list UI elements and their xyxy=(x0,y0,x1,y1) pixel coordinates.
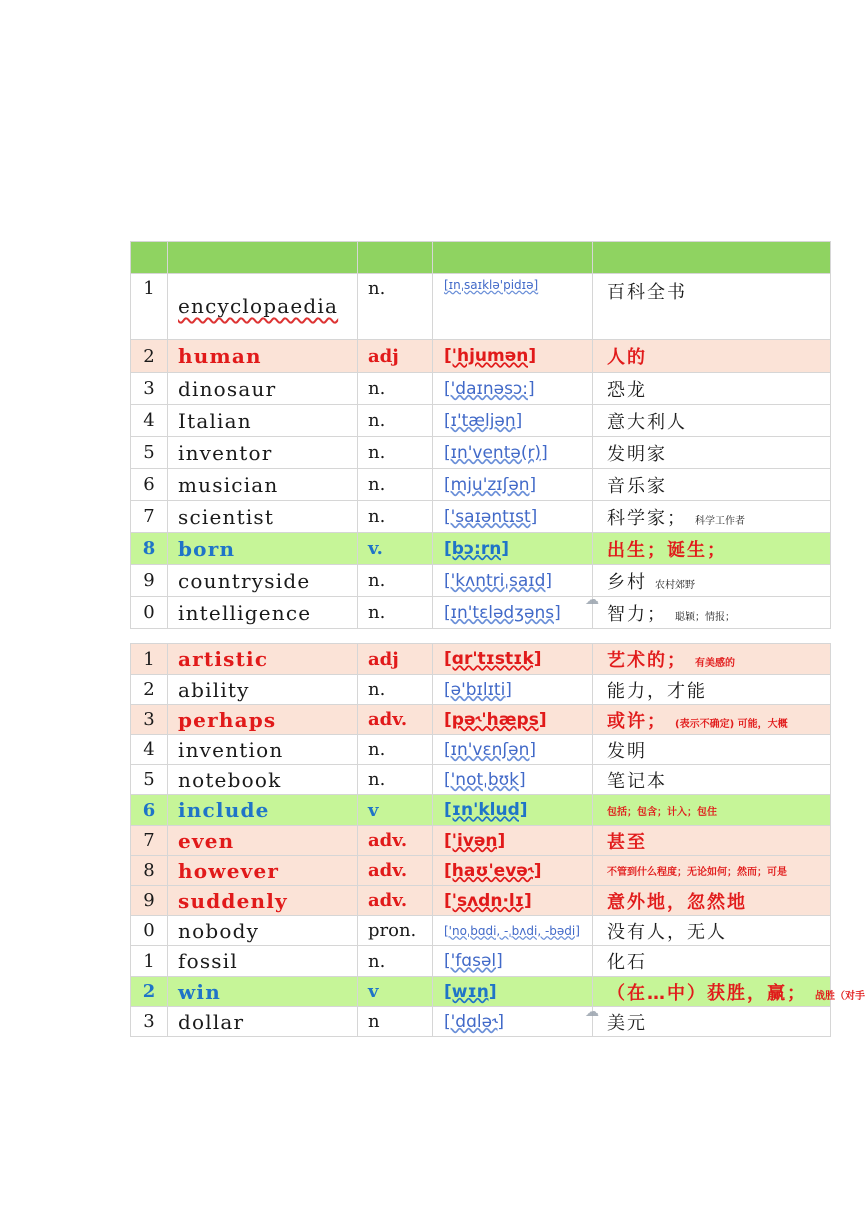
cell-phonetic xyxy=(433,644,593,675)
cell-chinese-meaning xyxy=(593,886,831,916)
cell-chinese-meaning-text: 出生；诞生； xyxy=(607,539,727,561)
header-pos xyxy=(358,242,433,274)
cell-word xyxy=(168,437,358,469)
cell-phonetic-text: ['ivən] xyxy=(444,830,506,851)
cell-number-text: 8 xyxy=(143,860,155,881)
cell-phonetic xyxy=(433,469,593,501)
cell-part-of-speech xyxy=(358,501,433,533)
cell-chinese-meaning xyxy=(593,340,831,373)
cell-part-of-speech xyxy=(358,469,433,501)
table-row xyxy=(131,533,831,565)
header-num xyxy=(131,242,168,274)
cell-chinese-meaning xyxy=(593,501,831,533)
cell-number xyxy=(131,735,168,765)
cell-chinese-extra: 战胜（对手 xyxy=(815,990,865,1002)
cell-number xyxy=(131,795,168,826)
table-row xyxy=(131,765,831,795)
cell-phonetic xyxy=(433,501,593,533)
cell-number-text: 1 xyxy=(143,278,155,299)
cell-phonetic-text: ['noˌbɑdi, -ˌbʌdi, -bədi] xyxy=(444,923,580,938)
cell-phonetic xyxy=(433,886,593,916)
cell-word xyxy=(168,916,358,946)
cell-part-of-speech xyxy=(358,644,433,675)
cell-chinese-meaning xyxy=(593,856,831,886)
cell-number xyxy=(131,946,168,977)
cell-chinese-meaning-text: 美元 xyxy=(607,1012,647,1034)
cell-chinese-meaning xyxy=(593,565,831,597)
cell-word xyxy=(168,340,358,373)
cell-part-of-speech-text: n. xyxy=(368,506,386,527)
cell-number-text: 5 xyxy=(143,442,155,463)
cell-part-of-speech-text: n. xyxy=(368,442,386,463)
cell-word-text: countryside xyxy=(178,568,311,593)
cell-chinese-meaning xyxy=(593,705,831,735)
section-heading xyxy=(131,178,143,200)
cell-word xyxy=(168,765,358,795)
cell-number-text: 3 xyxy=(143,709,155,730)
cell-word-text: dollar xyxy=(178,1009,245,1034)
cell-chinese-meaning-text: 包括；包含；计入；包住 xyxy=(607,806,717,818)
cell-phonetic-text: [ɪn'vɛnʃən] xyxy=(444,739,536,760)
cell-chinese-meaning-text: 化石 xyxy=(607,952,647,973)
cell-chinese-meaning-text: 百科全书 xyxy=(607,282,687,303)
cell-phonetic xyxy=(433,373,593,405)
cell-chinese-extra: 聪颖；情报； xyxy=(675,611,735,623)
cell-word xyxy=(168,977,358,1007)
cell-part-of-speech-text: n. xyxy=(368,378,386,399)
header-cn xyxy=(593,242,831,274)
cell-part-of-speech-text: adv. xyxy=(368,830,408,851)
cell-chinese-meaning-text: 乡村 xyxy=(607,571,647,593)
cell-phonetic-text: [ə'bɪlɪti] xyxy=(444,679,512,700)
cell-chinese-meaning-text: 智力； xyxy=(607,603,667,625)
cell-part-of-speech xyxy=(358,765,433,795)
table-row xyxy=(131,856,831,886)
table-row xyxy=(131,340,831,373)
cell-chinese-meaning xyxy=(593,373,831,405)
cell-number xyxy=(131,340,168,373)
cell-phonetic xyxy=(433,826,593,856)
cell-word xyxy=(168,795,358,826)
cell-phonetic xyxy=(433,916,593,946)
cell-part-of-speech xyxy=(358,856,433,886)
header-word xyxy=(168,242,358,274)
cell-phonetic-text: ['daɪnəsɔ:] xyxy=(444,378,535,399)
cell-phonetic xyxy=(433,274,593,340)
cell-chinese-meaning xyxy=(593,405,831,437)
cell-number xyxy=(131,886,168,916)
cell-part-of-speech xyxy=(358,705,433,735)
table-row xyxy=(131,705,831,735)
cell-part-of-speech xyxy=(358,405,433,437)
cell-word-text: suddenly xyxy=(178,888,288,913)
cell-chinese-meaning-text: 或许； xyxy=(607,710,667,732)
cell-word xyxy=(168,274,358,340)
cell-chinese-meaning-text: 科学家； xyxy=(607,507,687,529)
cell-word-text: ability xyxy=(178,677,250,702)
cell-word-text: artistic xyxy=(178,647,269,671)
cell-word-text: invention xyxy=(178,737,284,762)
table-row xyxy=(131,274,831,340)
cell-number xyxy=(131,597,168,629)
cell-word-text: perhaps xyxy=(178,707,277,732)
cell-phonetic-text: [pə˞'hæps] xyxy=(444,709,547,730)
cell-chinese-meaning-text: 艺术的； xyxy=(607,650,687,671)
cell-chinese-meaning xyxy=(593,644,831,675)
cell-part-of-speech xyxy=(358,886,433,916)
cell-word-text: include xyxy=(178,798,270,822)
cell-phonetic-text: ['kʌntriˌsaɪd] xyxy=(444,570,553,591)
cell-phonetic-text: [bɔ:rn] xyxy=(444,538,510,559)
cell-part-of-speech-text: n. xyxy=(368,278,386,299)
cell-number-text: 0 xyxy=(143,920,155,941)
cell-number-text: 2 xyxy=(143,679,155,700)
cell-phonetic xyxy=(433,675,593,705)
cell-part-of-speech xyxy=(358,946,433,977)
cell-part-of-speech-text: n xyxy=(368,1011,380,1032)
cell-word-text: scientist xyxy=(178,504,275,529)
table-row xyxy=(131,826,831,856)
table-row xyxy=(131,405,831,437)
cell-part-of-speech-text: adj xyxy=(368,345,399,367)
cell-phonetic xyxy=(433,1007,593,1037)
cell-number xyxy=(131,644,168,675)
cell-number-text: 4 xyxy=(143,410,155,431)
cell-number-text: 7 xyxy=(143,830,155,851)
cell-phonetic-text: [ɑr'tɪstɪk] xyxy=(444,649,542,669)
cell-number-text: 0 xyxy=(143,602,155,623)
cell-word xyxy=(168,501,358,533)
cell-part-of-speech xyxy=(358,675,433,705)
cell-number xyxy=(131,565,168,597)
cell-number xyxy=(131,856,168,886)
cell-part-of-speech-text: n. xyxy=(368,602,386,623)
cell-word xyxy=(168,735,358,765)
cell-phonetic-text: ['dɑlə˞] xyxy=(444,1011,505,1032)
cell-phonetic-text: [wɪn] xyxy=(444,981,497,1002)
vocab-table-1 xyxy=(130,241,831,629)
cell-phonetic-text: ['saɪəntɪst] xyxy=(444,506,538,527)
cell-word-text: Italian xyxy=(178,408,252,433)
cell-phonetic-text: [ɪn'klud] xyxy=(444,800,528,820)
cell-part-of-speech-text: n. xyxy=(368,679,386,700)
cell-chinese-meaning-text: 恐龙 xyxy=(607,379,647,401)
cell-phonetic xyxy=(433,405,593,437)
cell-part-of-speech xyxy=(358,565,433,597)
table-header-row xyxy=(131,242,831,274)
cell-word-text: however xyxy=(178,858,280,883)
cell-phonetic-text: [ɪ'tæljən] xyxy=(444,410,523,431)
cell-phonetic-text: [ɪn'tɛlədʒəns] xyxy=(444,602,561,623)
cell-word-text: notebook xyxy=(178,767,282,792)
cell-part-of-speech-text: n. xyxy=(368,410,386,431)
cell-chinese-meaning xyxy=(593,1007,831,1037)
cell-chinese-meaning-text: 人的 xyxy=(607,347,647,368)
cell-phonetic-text: [mju'zɪʃən] xyxy=(444,474,537,495)
cell-chinese-meaning xyxy=(593,597,831,629)
cell-number xyxy=(131,469,168,501)
cell-chinese-meaning xyxy=(593,795,831,826)
cell-phonetic xyxy=(433,735,593,765)
cell-phonetic xyxy=(433,437,593,469)
cell-chinese-meaning xyxy=(593,675,831,705)
cell-chinese-meaning xyxy=(593,735,831,765)
cell-word-text: inventor xyxy=(178,440,273,465)
cell-part-of-speech xyxy=(358,795,433,826)
watermark xyxy=(585,589,603,608)
table-row xyxy=(131,946,831,977)
cell-part-of-speech-text: v xyxy=(368,799,379,821)
table-row xyxy=(131,644,831,675)
cell-chinese-meaning-text: 不管到什么程度；无论如何；然而；可是 xyxy=(607,867,787,878)
cell-phonetic-text: [haʊ'evə˞] xyxy=(444,860,542,881)
table-body-2 xyxy=(131,644,865,1037)
cell-part-of-speech-text: v. xyxy=(368,538,383,559)
cell-word xyxy=(168,469,358,501)
cell-phonetic-text: ['notˌbʊk] xyxy=(444,769,526,790)
table-row xyxy=(131,977,831,1007)
cell-word xyxy=(168,373,358,405)
cell-part-of-speech-text: adv. xyxy=(368,709,408,730)
cell-chinese-extra: 农村郊野 xyxy=(655,579,695,591)
cell-word xyxy=(168,1007,358,1037)
cell-word xyxy=(168,565,358,597)
cell-word-text: even xyxy=(178,828,235,853)
cell-phonetic-text: ['fɑsəl] xyxy=(444,951,503,971)
cell-chinese-extra: 有美感的 xyxy=(695,658,735,669)
cell-word xyxy=(168,405,358,437)
cell-number-text: 4 xyxy=(143,739,155,760)
table-row xyxy=(131,597,831,629)
cell-number xyxy=(131,675,168,705)
table-row xyxy=(131,916,831,946)
cell-chinese-meaning-text: 意大利人 xyxy=(607,411,687,433)
cell-word xyxy=(168,826,358,856)
cell-number-text: 3 xyxy=(143,378,155,399)
cell-number xyxy=(131,765,168,795)
cell-chinese-meaning-text: 能力，才能 xyxy=(607,680,707,702)
cell-part-of-speech xyxy=(358,437,433,469)
cell-chinese-meaning-text: 没有人，无人 xyxy=(607,921,727,943)
cell-part-of-speech-text: pron. xyxy=(368,920,417,941)
cell-word xyxy=(168,946,358,977)
cell-part-of-speech xyxy=(358,340,433,373)
cell-number xyxy=(131,373,168,405)
cell-word xyxy=(168,856,358,886)
cell-number-text: 9 xyxy=(143,570,155,591)
cell-phonetic xyxy=(433,533,593,565)
vocab-table-2 xyxy=(130,643,865,1037)
cell-chinese-meaning-text: 发明家 xyxy=(607,443,667,465)
cell-part-of-speech-text: adv. xyxy=(368,890,408,911)
cell-chinese-meaning xyxy=(593,826,831,856)
cell-chinese-meaning-text: 意外地，忽然地 xyxy=(607,891,747,913)
cell-chinese-meaning xyxy=(593,946,831,977)
cell-phonetic xyxy=(433,765,593,795)
cell-phonetic xyxy=(433,856,593,886)
cell-chinese-extra: 科学工作者 xyxy=(695,515,745,527)
cell-phonetic xyxy=(433,946,593,977)
cell-chinese-meaning xyxy=(593,916,831,946)
cell-part-of-speech-text: n. xyxy=(368,739,386,760)
cell-number xyxy=(131,705,168,735)
cell-number xyxy=(131,977,168,1007)
cell-number xyxy=(131,437,168,469)
table-row xyxy=(131,565,831,597)
cell-number-text: 5 xyxy=(143,769,155,790)
cell-word-text: born xyxy=(178,536,236,561)
cell-number-text: 9 xyxy=(143,890,155,911)
cell-word xyxy=(168,597,358,629)
cell-word-text: dinosaur xyxy=(178,376,277,401)
cell-phonetic xyxy=(433,705,593,735)
table-row xyxy=(131,437,831,469)
watermark xyxy=(585,1001,603,1020)
cell-number xyxy=(131,274,168,340)
table-body-1 xyxy=(131,274,831,629)
cell-part-of-speech xyxy=(358,274,433,340)
cell-number-text: 2 xyxy=(143,345,155,367)
cell-chinese-meaning xyxy=(593,469,831,501)
cell-chinese-meaning xyxy=(593,765,831,795)
table-row xyxy=(131,735,831,765)
cell-part-of-speech xyxy=(358,373,433,405)
cell-number xyxy=(131,501,168,533)
cell-number-text: 2 xyxy=(142,981,156,1002)
cell-part-of-speech-text: n. xyxy=(368,474,386,495)
cell-number-text: 8 xyxy=(142,538,156,559)
cell-chinese-meaning xyxy=(593,977,865,1007)
cell-word-text: intelligence xyxy=(178,600,312,625)
cell-word-text: human xyxy=(178,344,262,368)
wechat-icon: ☁ xyxy=(585,592,599,608)
table-row xyxy=(131,886,831,916)
cell-part-of-speech xyxy=(358,1007,433,1037)
cell-phonetic xyxy=(433,565,593,597)
cell-phonetic xyxy=(433,340,593,373)
cell-part-of-speech-text: n. xyxy=(368,950,386,972)
cell-word xyxy=(168,533,358,565)
cell-word-text: fossil xyxy=(178,949,238,973)
cell-number xyxy=(131,1007,168,1037)
table-row xyxy=(131,675,831,705)
cell-part-of-speech-text: n. xyxy=(368,769,386,790)
header-ipa xyxy=(433,242,593,274)
cell-chinese-meaning-text: 笔记本 xyxy=(607,770,667,792)
cell-phonetic xyxy=(433,597,593,629)
cell-number xyxy=(131,826,168,856)
cell-number-text: 1 xyxy=(143,950,155,972)
cell-phonetic xyxy=(433,977,593,1007)
cell-part-of-speech xyxy=(358,977,433,1007)
cell-number-text: 1 xyxy=(143,648,155,670)
table-row xyxy=(131,795,831,826)
table-row xyxy=(131,1007,831,1037)
cell-chinese-meaning xyxy=(593,274,831,340)
cell-word-text: win xyxy=(178,979,221,1004)
cell-phonetic-text: ['hjumən] xyxy=(444,346,537,366)
cell-word xyxy=(168,705,358,735)
cell-part-of-speech-text: adv. xyxy=(368,860,408,881)
cell-number-text: 3 xyxy=(143,1011,155,1032)
cell-part-of-speech xyxy=(358,735,433,765)
cell-number xyxy=(131,405,168,437)
cell-chinese-meaning-text: 发明 xyxy=(607,740,647,762)
cell-chinese-meaning xyxy=(593,533,831,565)
cell-number xyxy=(131,916,168,946)
cell-part-of-speech xyxy=(358,597,433,629)
cell-part-of-speech xyxy=(358,533,433,565)
cell-phonetic-text: [ɪn'ventə(r)] xyxy=(444,442,548,463)
cell-word-text: musician xyxy=(178,472,279,497)
wechat-icon: ☁ xyxy=(585,1004,599,1020)
cell-number-text: 6 xyxy=(142,799,156,821)
cell-number-text: 7 xyxy=(143,506,155,527)
cell-word-text: nobody xyxy=(178,918,260,943)
cell-chinese-meaning-text: 音乐家 xyxy=(607,475,667,497)
table-row xyxy=(131,501,831,533)
cell-word xyxy=(168,675,358,705)
cell-phonetic-text: ['sʌdn·lɪ] xyxy=(444,890,532,911)
cell-number-text: 6 xyxy=(143,474,155,495)
cell-phonetic xyxy=(433,795,593,826)
cell-number xyxy=(131,533,168,565)
cell-word xyxy=(168,886,358,916)
cell-part-of-speech xyxy=(358,916,433,946)
cell-chinese-extra: (表示不确定) 可能，大概 xyxy=(675,718,788,730)
cell-chinese-meaning xyxy=(593,437,831,469)
cell-word-text: encyclopaedia xyxy=(178,294,339,318)
cell-phonetic-text: [ɪnˌsaɪklə'pidɪə] xyxy=(444,278,539,292)
cell-part-of-speech xyxy=(358,826,433,856)
cell-part-of-speech-text: adj xyxy=(368,648,399,670)
cell-part-of-speech-text: v xyxy=(368,981,379,1002)
cell-word xyxy=(168,644,358,675)
table-row xyxy=(131,469,831,501)
cell-part-of-speech-text: n. xyxy=(368,570,386,591)
cell-chinese-meaning-text: 甚至 xyxy=(607,831,647,853)
table-row xyxy=(131,373,831,405)
cell-chinese-meaning-text: （在…中）获胜，赢； xyxy=(607,982,807,1004)
